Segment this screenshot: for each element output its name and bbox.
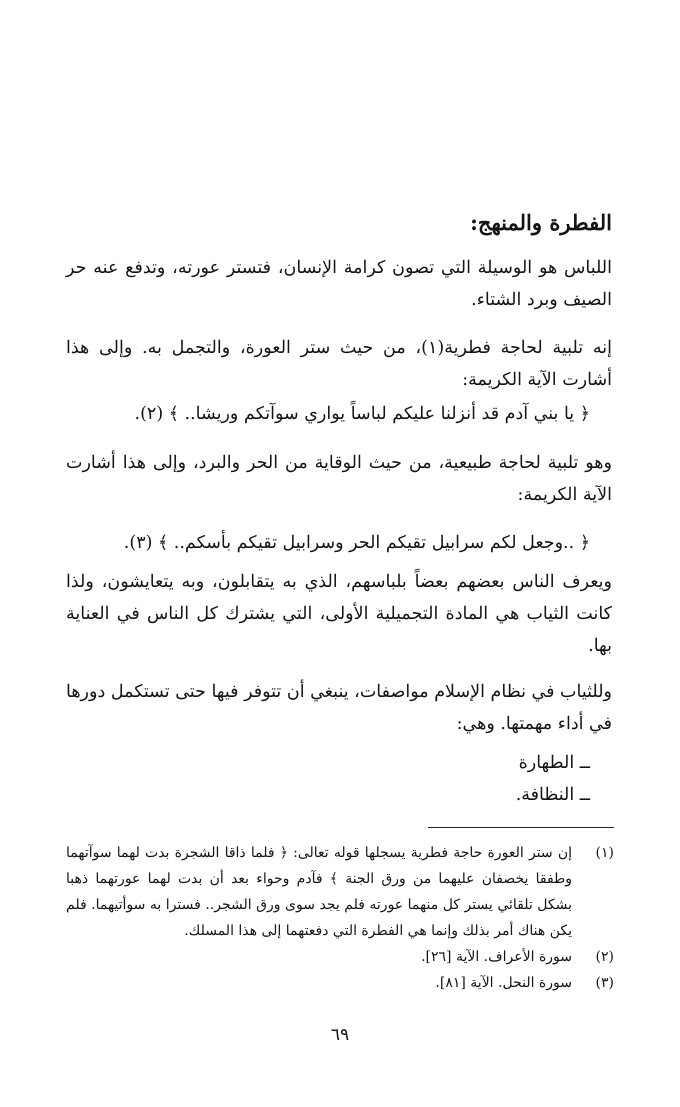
paragraph-5: وللثياب في نظام الإسلام مواصفات، ينبغي أن تتوفر فيها حتى تستكمل دورها في أداء مهمتها. وهي: [66,682,612,734]
footnote-3 [66,970,614,996]
footnote-text: سورة النحل. الآية [٨١]. [435,975,572,991]
list-item: ــ الطهارة [518,753,590,773]
footnote-1 [66,840,614,944]
paragraph-3: وهو تلبية لحاجة طبيعية، من حيث الوقاية من الحر والبرد، وإلى هذا أشارت الآية الكريمة: [66,453,612,505]
section-heading: الفطرة والمنهج: [470,210,612,235]
paragraph-4: ويعرف الناس بعضهم بعضاً بلباسهم، الذي به يتقابلون، وبه يتعايشون، ولذا كانت الثياب هي المادة التجميلية الأولى، التي يشترك كل الناس في العناية بها. [66,572,612,656]
footnote-text: إن ستر العورة حاجة فطرية يسجلها قوله تعالى: ﴿ فلما ذاقا الشجرة بدت لهما سوآتهما وطفقا يخصفان عليهما من ورق الجنة ﴾ فآدم وحواء بعد أن بدت لهما عورتهما ذهبا بشكل تلقائي يستر كل منهما عورته فلم يجد سوى ورق الشجر.. فسترا به سوأتيهما. فلم يكن هناك أمر بذلك وإنما هي الفطرة التي دفعتهما إلى هذا المسلك. [66,845,572,939]
footnotes [66,840,614,996]
footnote-2 [66,944,614,970]
footnote-divider [428,827,614,828]
paragraph-2: إنه تلبية لحاجة فطرية(١)، من حيث ستر العورة، والتجمل به. وإلى هذا أشارت الآية الكريمة: [66,338,613,390]
footnote-number: (١) [595,845,614,861]
requirements-list [66,747,590,811]
paragraph-1: اللباس هو الوسيلة التي تصون كرامة الإنسان، فتستر عورته، وتدفع عنه حر الصيف وبرد الشتاء. [66,258,612,310]
quran-verse-2: ﴿ ..وجعل لكم سرابيل تقيكم الحر وسرابيل تقيكم بأسكم.. ﴾ (٣). [123,533,590,553]
footnote-number: (٣) [595,975,614,991]
footnote-number: (٢) [595,949,614,965]
footnote-text: سورة الأعراف. الآية [٢٦]. [421,949,572,965]
list-item: ــ النظافة. [515,785,590,805]
page-number: ٦٩ [330,1025,350,1045]
quran-verse-1: ﴿ يا بني آدم قد أنزلنا عليكم لباساً يواري سوآتكم وريشا.. ﴾ (٢). [134,404,590,424]
